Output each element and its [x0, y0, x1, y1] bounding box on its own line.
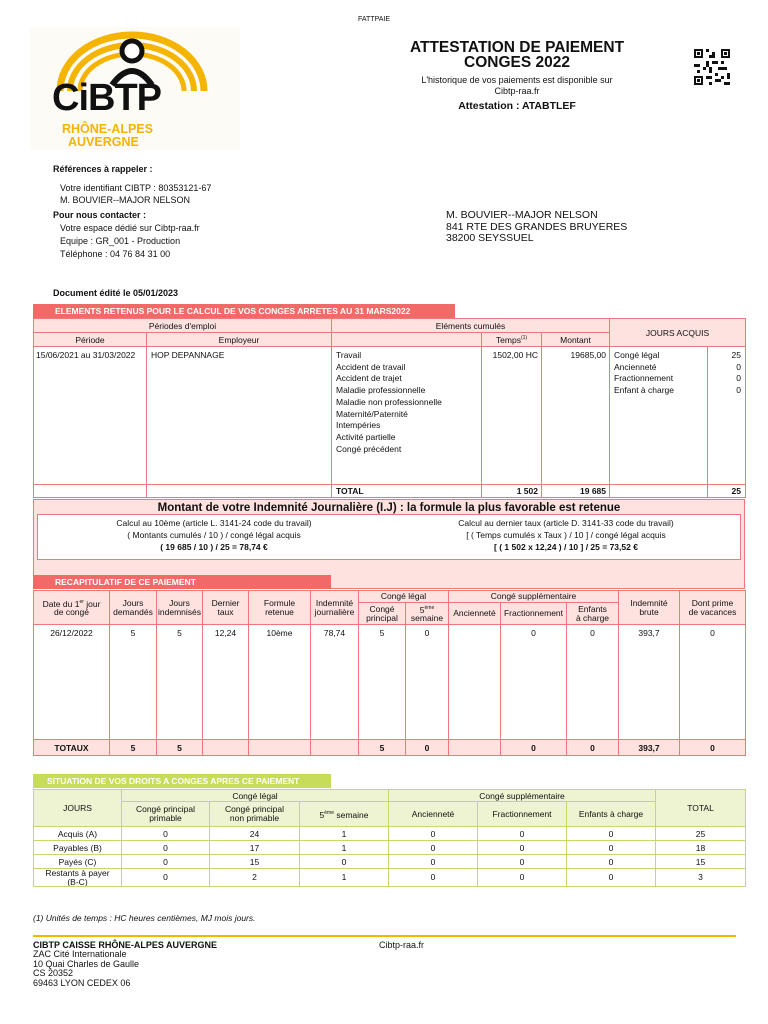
header-total: TOTAL: [656, 790, 746, 827]
jours-values: 25 0 0 0: [708, 347, 746, 485]
total-montant: 19 685: [542, 485, 610, 498]
table-row: Payés (C) 0 15 0 0 0 0 15: [34, 855, 746, 869]
section1-banner: ELEMENTS RETENUS POUR LE CALCUL DE VOS CONGES ARRETES AU 31 MARS2022: [33, 304, 455, 318]
cibtp-identifier: Votre identifiant CIBTP : 80353121-67: [60, 183, 212, 193]
montant-value: 19685,00: [542, 347, 610, 485]
attestation-id: Attestation : ATABTLEF: [458, 100, 576, 112]
cibtp-logo: [30, 27, 240, 150]
header-employeur: Employeur: [147, 333, 332, 347]
header-jours-acquis: JOURS ACQUIS: [610, 319, 746, 347]
logo-brand: CiBTP: [52, 77, 161, 119]
header-enfants: Enfants à charge: [567, 603, 619, 625]
header-5eme-semaine: 5ème semaine: [406, 603, 449, 625]
header-anciennete-droits: Ancienneté: [389, 802, 478, 827]
jours-labels: Congé légal Ancienneté Fractionnement Enfant à charge: [610, 347, 708, 485]
totals-row: TOTAUX 5 5 5 0 0 0 393,7 0: [34, 740, 746, 756]
page-title: ATTESTATION DE PAIEMENT CONGES 2022: [409, 39, 625, 71]
total-jours: 25: [708, 485, 746, 498]
header-conge-legal-droits: Congé légal: [122, 790, 389, 802]
logo-region-2: AUVERGNE: [68, 135, 139, 149]
references-title: Références à rappeler :: [53, 164, 153, 174]
header-cp-non-primable: Congé principal non primable: [210, 802, 300, 827]
header-conge-sup: Congé supplémentaire: [449, 591, 619, 603]
header-anciennete: Ancienneté: [449, 603, 501, 625]
total-label: TOTAL: [332, 485, 482, 498]
contact-title: Pour nous contacter :: [53, 210, 147, 220]
header-date: Date du 1er jour de congé: [34, 591, 110, 625]
table-row: Restants à payer (B-C) 0 2 1 0 0 0 3: [34, 869, 746, 887]
header-conge-legal: Congé légal: [359, 591, 449, 603]
total-temps: 1 502: [482, 485, 542, 498]
ij-title: Montant de votre Indemnité Journalière (I.J) : la formule la plus favorable est retenue: [157, 502, 621, 514]
temps-value: 1502,00 HC: [482, 347, 542, 485]
header-conge-sup-droits: Congé supplémentaire: [389, 790, 656, 802]
header-jours-indemnises: Jours indemnisés: [157, 591, 203, 625]
header-enfants-droits: Enfants à charge: [567, 802, 656, 827]
form-code: FATTPAIE: [358, 16, 391, 23]
table-row: Payables (B) 0 17 1 0 0 0 18: [34, 841, 746, 855]
calc-tenth: Calcul au 10ème (article L. 3141-24 code du travail) ( Montants cumulés / 10 ) / congé légal acquis ( 19 685 / 10 ) / 25 = 78,74 €: [116, 518, 312, 552]
header-indemnite-brute: Indemnité brute: [619, 591, 680, 625]
header-periode: Période: [34, 333, 147, 347]
contact-phone: Téléphone : 04 76 84 31 00: [60, 249, 171, 259]
droits-table: [33, 789, 746, 887]
table-row: Acquis (A) 0 24 1 0 0 0 25: [34, 827, 746, 841]
header-fractionnement-droits: Fractionnement: [478, 802, 567, 827]
recipient-address: M. BOUVIER--MAJOR NELSON 841 RTE DES GRANDES BRUYERES 38200 SEYSSUEL: [446, 209, 628, 244]
section2-banner: RECAPITULATIF DE CE PAIEMENT: [33, 575, 331, 589]
section3-banner: SITUATION DE VOS DROITS A CONGES APRES CE PAIEMENT: [33, 774, 331, 788]
header-5eme: 5ème semaine: [300, 802, 389, 827]
header-indemnite-journaliere: Indemnité journalière: [311, 591, 359, 625]
header-fractionnement: Fractionnement: [501, 603, 567, 625]
calc-last-rate: Calcul au dernier taux (article D. 3141-33 code du travail) [ ( Temps cumulés x Taux ) / 10 ] / congé légal acquis [ ( 1 502 x 12,24 ) / 10 ] / 25 = 73,52 €: [458, 518, 674, 552]
table-row: 26/12/2022 5 5 12,24 10ème 78,74 5 0 0 0 393,7 0: [34, 625, 746, 740]
footer-divider: [33, 935, 736, 937]
header-dernier-taux: Dernier taux: [203, 591, 249, 625]
header-cp-primable: Congé principal primable: [122, 802, 210, 827]
header-elements: Eléments cumulés: [332, 319, 610, 333]
history-note: L'historique de vos paiements est disponible sur Cibtp-raa.fr: [421, 75, 613, 96]
employeur-value: HOP DEPANNAGE: [147, 347, 332, 485]
periode-value: 15/06/2021 au 31/03/2022: [34, 347, 147, 485]
footnote: (1) Unités de temps : HC heures centièmes, MJ mois jours.: [33, 913, 256, 923]
header-formule: Formule retenue: [249, 591, 311, 625]
reference-name: M. BOUVIER--MAJOR NELSON: [60, 195, 191, 205]
header-montant: Montant: [542, 333, 610, 347]
elements-table: [33, 318, 746, 498]
footer-org: CIBTP CAISSE RHÔNE-ALPES AUVERGNE: [33, 940, 218, 950]
logo-region-1: RHÔNE-ALPES: [62, 122, 153, 136]
header-jours-demandes: Jours demandés: [110, 591, 157, 625]
elements-list: Travail Accident de travail Accident de trajet Maladie professionnelle Maladie non professionnelle Maternité/Paternité Intempéries Activité partielle Congé précédent: [332, 347, 482, 485]
contact-team: Equipe : GR_001 - Production: [60, 236, 181, 246]
recap-table: [33, 590, 746, 756]
header-temps: Temps$^{(1)}$: [482, 333, 542, 347]
ij-calc-box: [37, 514, 741, 560]
header-jours: JOURS: [34, 790, 122, 827]
footer-website: Cibtp-raa.fr: [379, 940, 425, 950]
header-periodes: Périodes d'emploi: [34, 319, 332, 333]
document-date: Document édité le 05/01/2023: [53, 288, 179, 298]
footer-address: ZAC Cité Internationale 10 Quai Charles de Gaulle CS 20352 69463 LYON CEDEX 06: [33, 949, 140, 988]
contact-website: Votre espace dédié sur Cibtp-raa.fr: [60, 223, 200, 233]
header-prime-vacances: Dont prime de vacances: [680, 591, 746, 625]
header-conge-principal: Congé principal: [359, 603, 406, 625]
qr-code-icon: [694, 49, 730, 85]
